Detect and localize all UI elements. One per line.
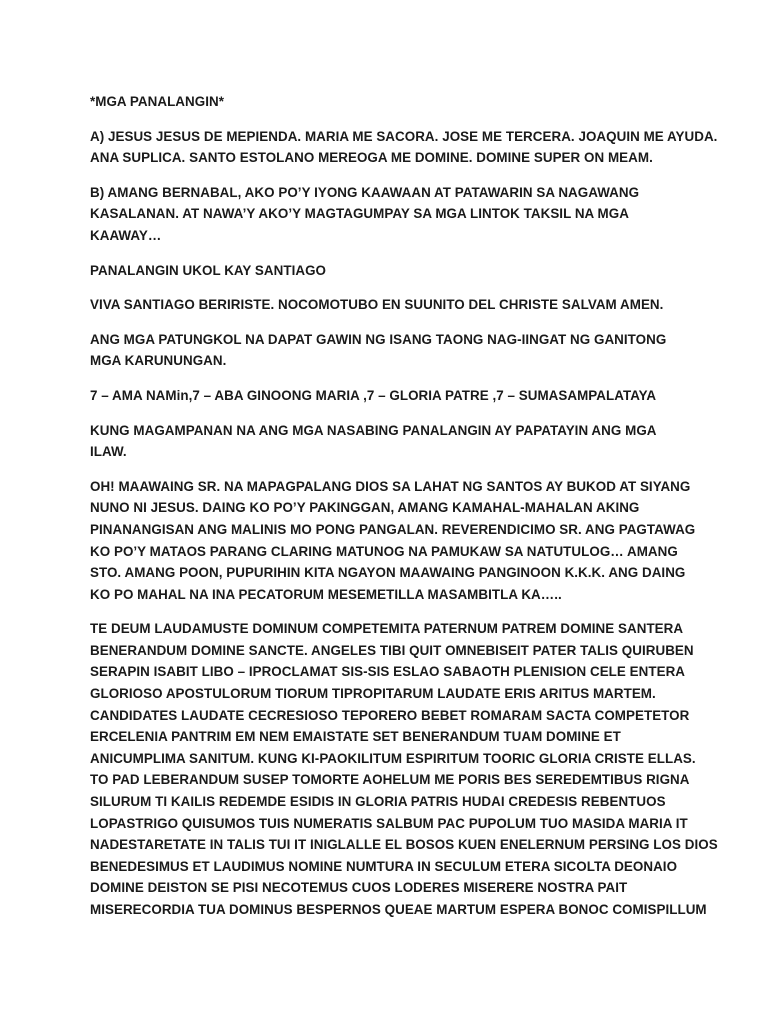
text-line: ERCELENIA PANTRIM EM NEM EMAISTATE SET BENERANDUM TUAM DOMINE ET [90, 729, 621, 745]
text-line: 7 – AMA NAMin,7 – ABA GINOONG MARIA ,7 – GLORIA PATRE ,7 – SUMASAMPALATAYA [90, 387, 657, 403]
paragraph [90, 420, 676, 463]
text-line: ANICUMPLIMA SANITUM. KUNG KI-PAOKILITUM ESPIRITUM TOORIC GLORIA CRISTE ELLAS. [90, 750, 696, 766]
text-line: PINANANGISAN ANG MALINIS MO PONG PANGALAN. REVERENDICIMO SR. ANG PAGTAWAG [90, 521, 696, 537]
document-body [90, 126, 718, 921]
document-title: *MGA PANALANGIN* [90, 94, 224, 109]
text-line: ANG MGA PATUNGKOL NA DAPAT GAWIN NG ISANG TAONG NAG-IINGAT NG GANITONG [90, 331, 667, 347]
text-line: OH! MAAWAING SR. NA MAPAGPALANG DIOS SA LAHAT NG SANTOS AY BUKOD AT SIYANG [90, 478, 691, 494]
text-line: KASALANAN. AT NAWA’Y AKO’Y MAGTAGUMPAY SA MGA LINTOK TAKSIL NA MGA [90, 206, 629, 222]
paragraph [90, 126, 718, 169]
paragraph [90, 385, 676, 407]
text-line: MISERECORDIA TUA DOMINUS BESPERNOS QUEAE MARTUM ESPERA BONOC COMISPILLUM [90, 902, 707, 917]
text-line: NUNO NI JESUS. DAING KO PO’Y PAKINGGAN, AMANG KAMAHAL-MAHALAN AKING [90, 500, 640, 516]
paragraph [90, 294, 676, 316]
text-line: LOPASTRIGO QUISUMOS TUIS NUMERATIS SALBUM PAC PUPOLUM TUO MASIDA MARIA IT [90, 815, 688, 831]
text-line: VIVA SANTIAGO BERIRISTE. NOCOMOTUBO EN SUUNITO DEL CHRISTE SALVAM AMEN. [90, 297, 664, 313]
text-line: KAAWAY… [90, 227, 162, 243]
text-line: B) AMANG BERNABAL, AKO PO’Y IYONG KAAWAAN AT PATAWARIN SA NAGAWANG [90, 184, 640, 200]
text-line: TO PAD LEBERANDUM SUSEP TOMORTE AOHELUM ME PORIS BES SEREDEMTIBUS RIGNA [90, 772, 690, 788]
text-line: ILAW. [90, 444, 127, 460]
text-line: STO. AMANG POON, PUPURIHIN KITA NGAYON MAAWAING PANGINOON K.K.K. ANG DAING [90, 565, 686, 581]
text-line: CANDIDATES LAUDATE CECRESIOSO TEPORERO BEBET ROMARAM SACTA COMPETETOR [90, 707, 690, 723]
paragraph [90, 476, 696, 606]
text-line: BENERANDUM DOMINE SANCTE. ANGELES TIBI QUIT OMNEBISEIT PATER TALIS QUIRUBEN [90, 642, 694, 658]
text-line: MGA KARUNUNGAN. [90, 353, 227, 369]
text-line: TE DEUM LAUDAMUSTE DOMINUM COMPETEMITA PATERNUM PATREM DOMINE SANTERA [90, 621, 684, 637]
text-line: ANA SUPLICA. SANTO ESTOLANO MEREOGA ME DOMINE. DOMINE SUPER ON MEAM. [90, 150, 653, 166]
text-line: BENEDESIMUS ET LAUDIMUS NOMINE NUMTURA IN SECULUM ETERA SICOLTA DEONAIO [90, 858, 678, 874]
text-line: KO PO MAHAL NA INA PECATORUM MESEMETILLA MASAMBITLA KA….. [90, 586, 562, 602]
paragraph [90, 618, 718, 920]
text-line: KUNG MAGAMPANAN NA ANG MGA NASABING PANALANGIN AY PAPATAYIN ANG MGA [90, 422, 657, 438]
paragraph [90, 260, 676, 282]
text-line: NADESTARETATE IN TALIS TUI IT INIGLALLE EL BOSOS KUEN ENELERNUM PERSING LOS DIOS [90, 837, 718, 853]
text-line: KO PO’Y MATAOS PARANG CLARING MATUNOG NA PAMUKAW SA NATUTULOG… AMANG [90, 543, 678, 559]
text-line: SERAPIN ISABIT LIBO – IPROCLAMAT SIS-SIS ESLAO SABAOTH PLENISION CELE ENTERA [90, 664, 686, 680]
paragraph [90, 329, 676, 372]
paragraph [90, 182, 676, 247]
text-line: PANALANGIN UKOL KAY SANTIAGO [90, 262, 327, 278]
text-line: DOMINE DEISTON SE PISI NECOTEMUS CUOS LODERES MISERERE NOSTRA PAIT [90, 880, 628, 896]
text-line: SILURUM TI KAILIS REDEMDE ESIDIS IN GLORIA PATRIS HUDAI CREDESIS REBENTUOS [90, 794, 666, 810]
text-line: A) JESUS JESUS DE MEPIENDA. MARIA ME SACORA. JOSE ME TERCERA. JOAQUIN ME AYUDA. [90, 128, 718, 144]
text-line: GLORIOSO APOSTULORUM TIORUM TIPROPITARUM LAUDATE ERIS ARITUS MARTEM. [90, 686, 656, 702]
